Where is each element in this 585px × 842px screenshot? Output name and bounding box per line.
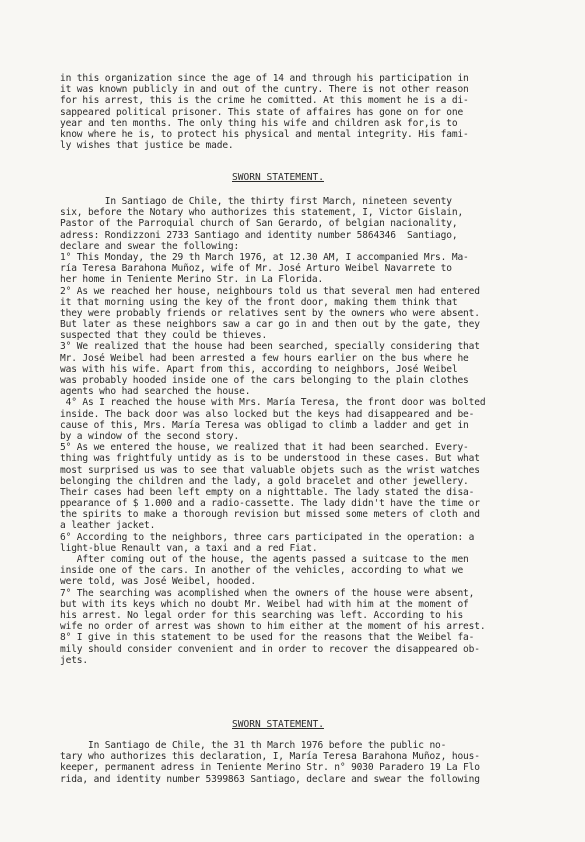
- text-line: 1° This Monday, the 29 th March 1976, at 12.30 AM, I accompanied Mrs. Ma-: [60, 251, 469, 263]
- text-line: wife no order of arrest was shown to him either at the moment of his arrest.: [60, 621, 486, 633]
- text-line: inside one of the cars. In another of the vehicles, according to what we: [60, 565, 464, 577]
- text-line: his arrest. No legal order for this searching was left. According to his: [60, 609, 464, 621]
- text-line: most surprised us was to see that valuable objets such as the wrist watches: [60, 464, 480, 476]
- text-line: year and ten months. The only thing his wife and children ask for,is to: [60, 117, 458, 129]
- text-line: 8° I give in this statement to be used for the reasons that the Weibel fa-: [60, 632, 475, 644]
- text-line: sappeared political prisoner. This state of affaires has gone on for one: [60, 106, 464, 118]
- text-line: 3° We realized that the house had been searched, specially considering that: [60, 341, 480, 353]
- text-line: In Santiago de Chile, the 31 th March 1976 before the public no-: [60, 740, 447, 751]
- text-line: ppearance of $ 1.000 and a radio-cassette. The lady didn't have the time or: [60, 498, 480, 510]
- text-line: Their cases had been left empty on a nighttable. The lady stated the disa-: [60, 486, 475, 498]
- text-line: declare and swear the following:: [60, 240, 240, 252]
- text-line: thing was frightfuly untidy as is to be understood in these cases. But what: [60, 453, 480, 465]
- text-line: but with its keys which no doubt Mr. Weibel had with him at the moment of: [60, 598, 469, 610]
- text-line: adress: Rondizzoni 2733 Santiago and identity number 5864346 Santiago,: [60, 229, 458, 241]
- text-line: After coming out of the house, the agents passed a suitcase to the men: [60, 554, 469, 565]
- text-line: suspected that they could be thieves.: [60, 330, 268, 342]
- text-line: ly wishes that justice be made.: [60, 140, 234, 152]
- text-line: agents who had searched the house.: [60, 386, 251, 398]
- text-line: was probably hooded inside one of the cars belonging to the plain clothes: [60, 375, 469, 386]
- text-line: they were probably friends or relatives sent by the owners who were absent.: [60, 307, 480, 319]
- text-line: belonging the children and the lady, a gold bracelet and other jewellery.: [60, 475, 469, 487]
- text-line: six, before the Notary who authorizes this statement, I, Victor Gislain,: [60, 207, 464, 219]
- statement-maria-teresa: [60, 740, 530, 785]
- text-line: by a window of the second story.: [60, 430, 240, 442]
- text-line: her home in Teniente Merino Str. in La Florida.: [60, 274, 324, 286]
- text-line: In Santiago de Chile, the thirty first March, nineteen seventy: [60, 196, 452, 207]
- text-line: inside. The back door was also locked but the keys had disappeared and be-: [60, 408, 475, 420]
- text-line: the spirits to make a thorough revision but missed some meters of cloth and: [60, 509, 480, 521]
- text-line: keeper, permanent adress in Teniente Merino Str. n° 9030 Paradero 19 La Flo: [60, 762, 480, 774]
- text-line: jets.: [60, 654, 88, 666]
- text-line: it that morning using the key of the front door, making them think that: [60, 296, 458, 308]
- heading-sworn-statement-2: SWORN STATEMENT.: [232, 719, 324, 730]
- text-line: for his arrest, this is the crime he comitted. At this moment he is a di-: [60, 95, 469, 107]
- text-line: a leather jacket.: [60, 520, 156, 532]
- heading-sworn-statement-1: SWORN STATEMENT.: [232, 172, 324, 183]
- text-line: tary who authorizes this declaration, I, María Teresa Barahona Muñoz, hous-: [60, 751, 480, 763]
- text-line: ría Teresa Barahona Muñoz, wife of Mr. José Arturo Weibel Navarrete to: [60, 263, 452, 275]
- text-line: mily should consider convenient and in order to recover the disappeared ob-: [60, 643, 480, 655]
- text-line: Pastor of the Parroquial church of San Gerardo, of belgian nacionality,: [60, 218, 458, 230]
- text-line: 6° According to the neighbors, three cars participated in the operation: a: [60, 531, 475, 543]
- paragraph-intro: [60, 73, 530, 151]
- text-line: 5° As we entered the house, we realized that it had been searched. Every-: [60, 442, 469, 454]
- text-line: 4° As I reached the house with Mrs. María Teresa, the front door was bolted: [60, 397, 486, 409]
- text-line: 7° The searching was acomplished when the owners of the house were absent,: [60, 587, 475, 599]
- text-line: in this organization since the age of 14 and through his participation in: [60, 73, 469, 84]
- text-line: rida, and identity number 5399863 Santiago, declare and swear the following: [60, 773, 480, 785]
- text-line: know where he is, to protect his physical and mental integrity. His fami-: [60, 128, 469, 140]
- text-line: Mr. José Weibel had been arrested a few hours earlier on the bus where he: [60, 352, 469, 364]
- statement-victor-gislain: [60, 196, 530, 666]
- text-line: were told, was José Weibel, hooded.: [60, 576, 256, 588]
- text-line: light-blue Renault van, a taxi and a red Fiat.: [60, 542, 318, 554]
- text-line: cause of this, Mrs. María Teresa was obligad to climb a ladder and get in: [60, 419, 469, 431]
- text-line: But later as these neighbors saw a car go in and then out by the gate, they: [60, 319, 480, 331]
- text-line: 2° As we reached her house, neighbours told us that several men had entered: [60, 285, 480, 297]
- text-line: it was known publicly in and out of the cuntry. There is not other reason: [60, 84, 469, 96]
- text-line: was with his wife. Apart from this, according to neighbors, José Weibel: [60, 363, 458, 375]
